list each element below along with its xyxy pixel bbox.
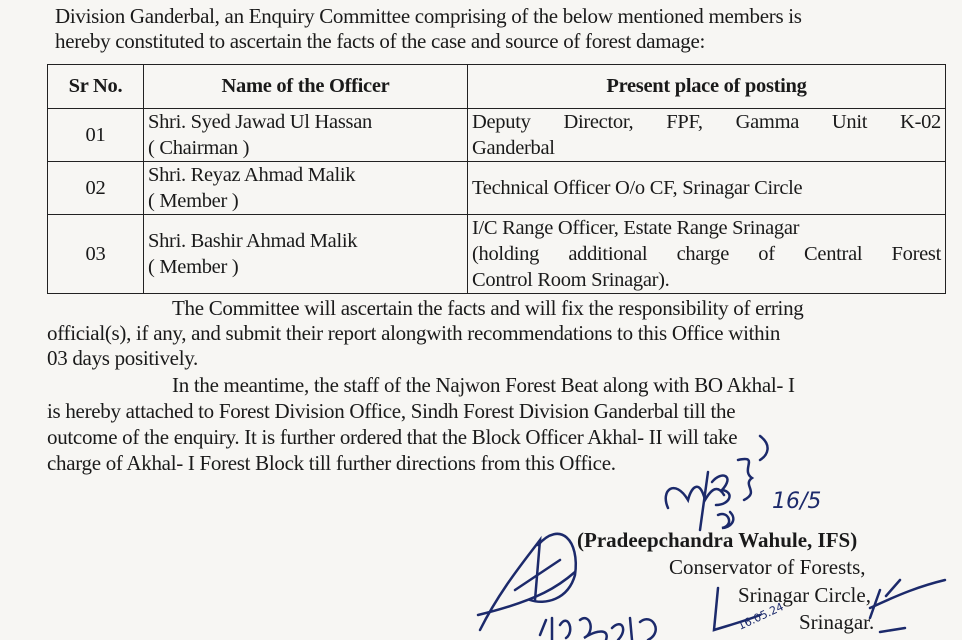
posting-line: (holding additional charge of Central Forest bbox=[472, 243, 941, 265]
signatory-designation: Conservator of Forests, bbox=[669, 555, 866, 579]
officer-name: Shri. Syed Jawad Ul Hassan bbox=[148, 111, 372, 133]
officer-role: ( Member ) bbox=[148, 256, 239, 278]
para1-line-3: 03 days positively. bbox=[47, 346, 199, 370]
posting-line: Ganderbal bbox=[472, 137, 555, 159]
para2-line-3: outcome of the enquiry. It is further ordered that the Block Officer Akhal- II will take bbox=[47, 425, 738, 449]
para2-line-1: In the meantime, the staff of the Najwon Forest Beat along with BO Akhal- I bbox=[172, 373, 795, 397]
header-sr-no: Sr No. bbox=[48, 65, 144, 109]
signatory-place: Srinagar. bbox=[799, 610, 875, 634]
svg-text:16/5: 16/5 bbox=[772, 489, 822, 514]
officer-name: Shri. Reyaz Ahmad Malik bbox=[148, 164, 356, 186]
svg-text:16.05.24: 16.05.24 bbox=[735, 600, 786, 633]
header-posting: Present place of posting bbox=[468, 65, 946, 109]
signatory-circle: Srinagar Circle, bbox=[738, 583, 871, 607]
intro-line-1: Division Ganderbal, an Enquiry Committee comprising of the below mentioned members is bbox=[55, 4, 802, 28]
posting-line: I/C Range Officer, Estate Range Srinagar bbox=[472, 217, 800, 239]
signatory-name: (Pradeepchandra Wahule, IFS) bbox=[577, 528, 858, 552]
sr-no-cell: 03 bbox=[48, 215, 144, 294]
intro-line-2: hereby constituted to ascertain the facts of the case and source of forest damage: bbox=[55, 29, 706, 53]
officer-role: ( Member ) bbox=[148, 190, 239, 212]
para2-line-4: charge of Akhal- I Forest Block till further directions from this Office. bbox=[47, 451, 616, 475]
posting-line: Deputy Director, FPF, Gamma Unit K-02 bbox=[472, 111, 941, 133]
header-officer-name: Name of the Officer bbox=[144, 65, 468, 109]
para1-line-1: The Committee will ascertain the facts and will fix the responsibility of erring bbox=[172, 296, 804, 320]
para2-line-2: is hereby attached to Forest Division Office, Sindh Forest Division Ganderbal till the bbox=[47, 399, 736, 423]
sr-no-cell: 01 bbox=[48, 109, 144, 162]
officer-name: Shri. Bashir Ahmad Malik bbox=[148, 230, 358, 252]
para1-line-2: official(s), if any, and submit their report alongwith recommendations to this Office within bbox=[47, 321, 781, 345]
officer-role: ( Chairman ) bbox=[148, 137, 250, 159]
posting-line: Technical Officer O/o CF, Srinagar Circle bbox=[472, 177, 803, 199]
sr-no-cell: 02 bbox=[48, 162, 144, 215]
posting-line: Control Room Srinagar). bbox=[472, 269, 670, 291]
